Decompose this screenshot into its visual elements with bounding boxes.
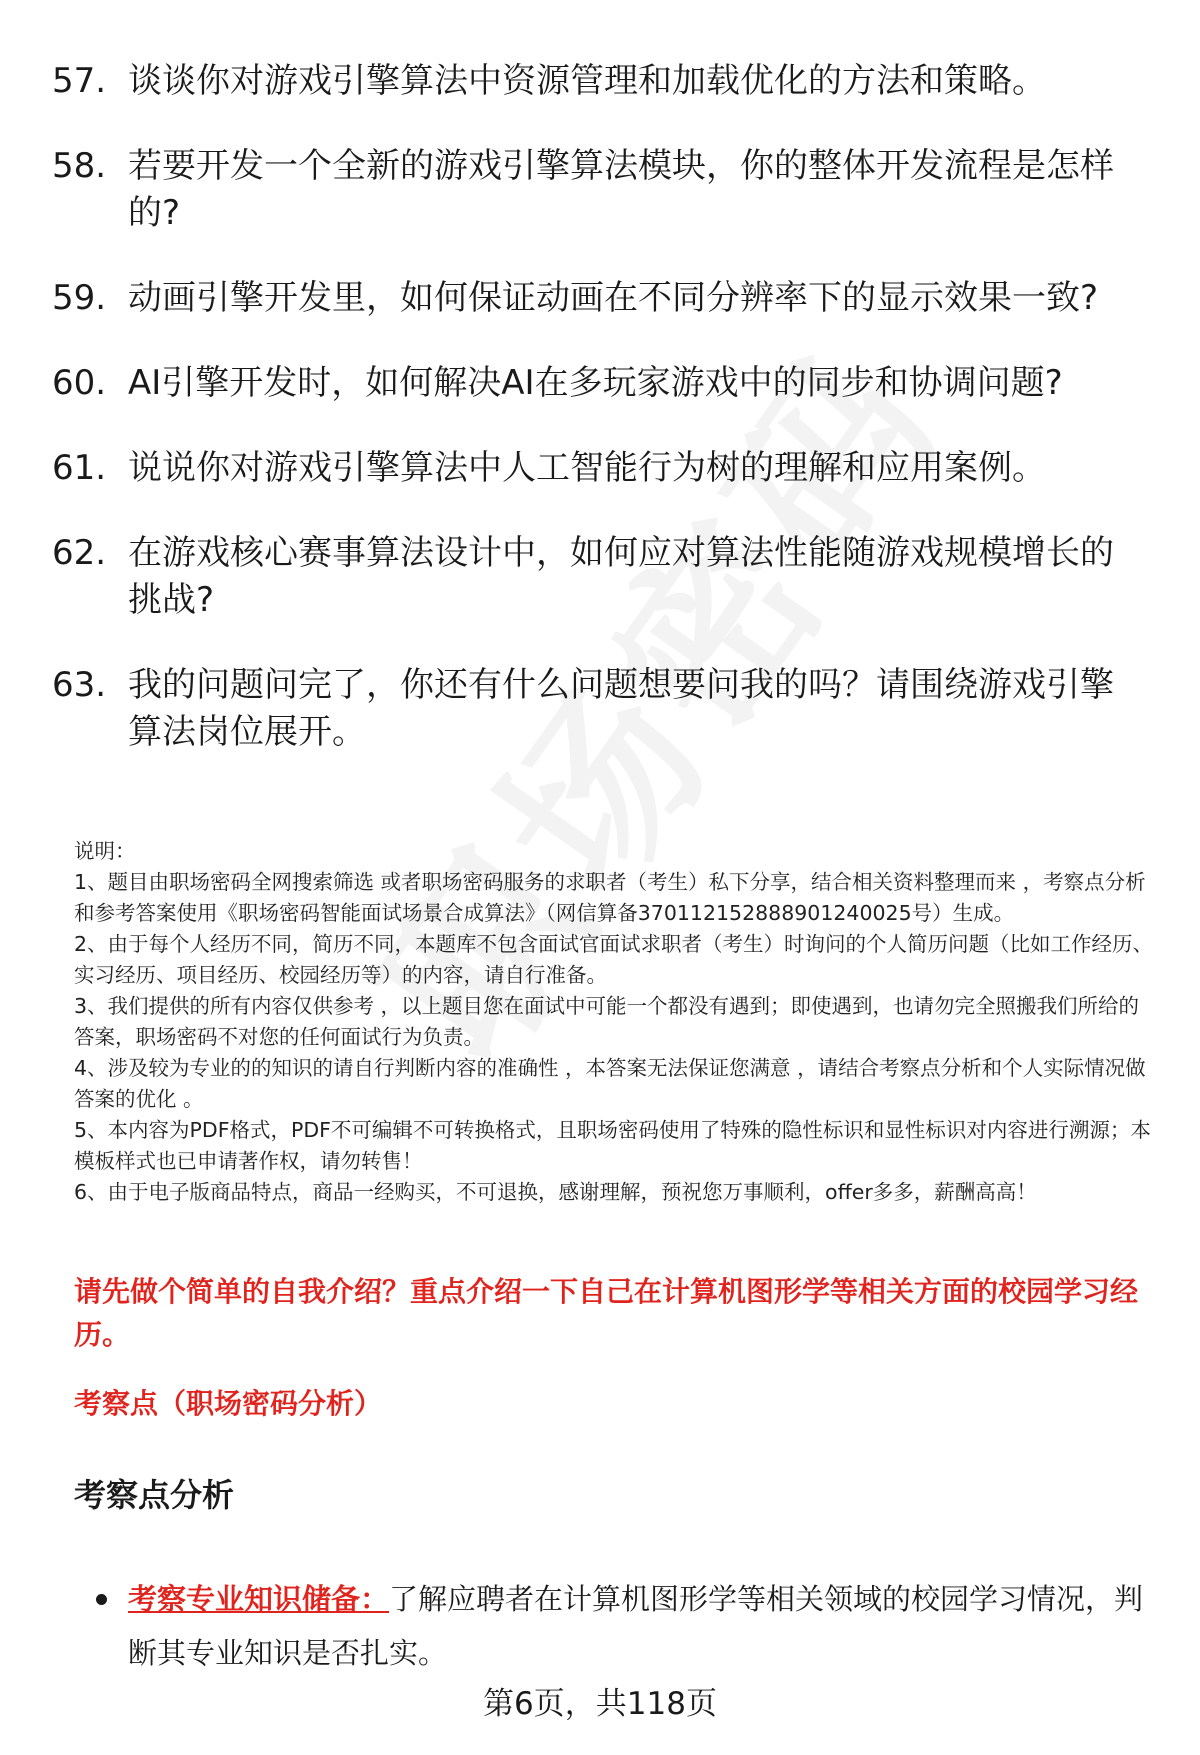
question-number: 60. (52, 363, 107, 403)
question-text: 谈谈你对游戏引擎算法中资源管理和加载优化的方法和策略。 (128, 61, 1046, 101)
note-item: 1、题目由职场密码全网搜索筛选 或者职场密码服务的求职者（考生）私下分享，结合相关资料整理而来 ，考察点分析和参考答案使用《职场密码智能面试场景合成算法》（网信算备370112152888901240025号）生成。 (74, 870, 1146, 925)
question-item (52, 445, 1152, 492)
question-item (52, 58, 1152, 105)
question-item (52, 275, 1152, 322)
notes-title: 说明： (74, 839, 136, 863)
analysis-subheading: 考察点（职场密码分析） (74, 1387, 383, 1420)
question-number: 58. (52, 146, 107, 186)
note-item: 4、涉及较为专业的的知识的请自行判断内容的准确性 ，本答案无法保证您满意 ，请结合考察点分析和个人实际情况做答案的优化 。 (74, 1056, 1146, 1111)
question-number: 57. (52, 61, 107, 101)
question-text: 我的问题问完了，你还有什么问题想要问我的吗？请围绕游戏引擎算法岗位展开。 (128, 665, 1114, 752)
question-list (52, 58, 1152, 794)
question-text: 若要开发一个全新的游戏引擎算法模块，你的整体开发流程是怎样的? (128, 146, 1114, 233)
bullet-body (96, 1572, 1156, 1680)
question-item (52, 530, 1152, 624)
note-item: 6、由于电子版商品特点，商品一经购买，不可退换，感谢理解，预祝您万事顺利，offer多多，薪酬高高！ (74, 1180, 1037, 1204)
section-title: 考察点分析 (74, 1476, 235, 1514)
featured-question: 请先做个简单的自我介绍？重点介绍一下自己在计算机图形学等相关方面的校园学习经历。 (74, 1275, 1139, 1351)
question-number: 62. (52, 533, 107, 573)
question-item (52, 662, 1152, 756)
bullet-label: 考察专业知识储备： (128, 1582, 390, 1616)
question-item (52, 360, 1152, 407)
note-item: 3、我们提供的所有内容仅供参考 ，以上题目您在面试中可能一个都没有遇到；即使遇到，也请勿完全照搬我们所给的答案，职场密码不对您的任何面试行为负责。 (74, 994, 1140, 1049)
question-text: 在游戏核心赛事算法设计中，如何应对算法性能随游戏规模增长的挑战? (128, 533, 1114, 620)
question-text: 动画引擎开发里，如何保证动画在不同分辨率下的显示效果一致? (128, 278, 1099, 318)
bullet-dot-icon (96, 1594, 107, 1605)
note-item: 2、由于每个人经历不同，简历不同，本题库不包含面试官面试求职者（考生）时询问的个人简历问题（比如工作经历、实习经历、项目经历、校园经历等）的内容，请自行准备。 (74, 932, 1154, 987)
question-number: 61. (52, 448, 107, 488)
page-number-footer: 第6页，共118页 (483, 1686, 717, 1722)
notes-section (74, 836, 1154, 1208)
analysis-bullet (96, 1572, 1156, 1680)
bullet-text: 了解应聘者在计算机图形学等相关领域的校园学习情况，判断其专业知识是否扎实。 (128, 1582, 1144, 1670)
question-text: AI引擎开发时，如何解决AI在多玩家游戏中的同步和协调问题? (128, 363, 1063, 403)
note-item: 5、本内容为PDF格式，PDF不可编辑不可转换格式，且职场密码使用了特殊的隐性标识和显性标识对内容进行溯源；本模板样式也已申请著作权，请勿转售！ (74, 1118, 1151, 1173)
question-item (52, 143, 1152, 237)
question-number: 63. (52, 665, 107, 705)
question-number: 59. (52, 278, 107, 318)
question-text: 说说你对游戏引擎算法中人工智能行为树的理解和应用案例。 (128, 448, 1046, 488)
